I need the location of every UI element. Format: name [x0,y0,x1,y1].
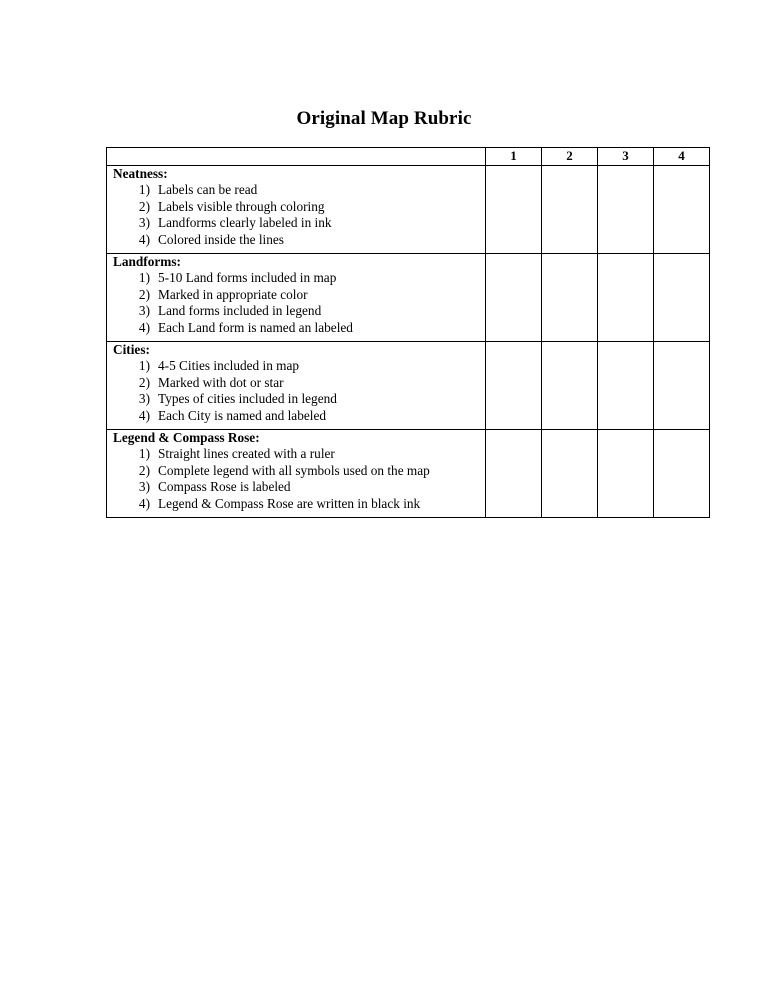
criteria-cell-legend-compass-rose [107,430,486,518]
table-row [107,430,710,518]
item-text: Labels can be read [158,182,258,197]
criteria-list [113,446,485,512]
list-item [113,287,485,304]
score-cell-1[interactable] [486,430,542,518]
table-row [107,254,710,342]
item-number: 4) [138,231,150,247]
score-cell-4[interactable] [654,166,710,254]
list-item [113,303,485,320]
item-number: 1) [138,270,150,285]
score-cell-4[interactable] [654,430,710,518]
score-cell-1[interactable] [486,342,542,430]
score-cell-1[interactable] [486,166,542,254]
item-text: Compass Rose is labeled [158,479,291,495]
item-number: 4) [138,407,150,423]
table-row [107,166,710,254]
list-item [113,375,485,392]
item-number: 2) [138,198,150,214]
item-text: Labels visible through coloring [158,198,325,214]
item-number: 2) [138,286,150,302]
score-cell-3[interactable] [598,166,654,254]
item-number: 1) [138,446,150,461]
item-text: Colored inside the lines [158,231,284,247]
item-number: 1) [138,358,150,373]
score-header-4: 4 [654,148,710,166]
score-header-1: 1 [486,148,542,166]
item-number: 4) [138,319,150,335]
item-text: Legend & Compass Rose are written in black ink [158,495,421,511]
score-cell-3[interactable] [598,342,654,430]
list-item [113,446,485,463]
item-text: Each Land form is named an labeled [158,319,353,335]
list-item [113,270,485,287]
list-item [113,182,485,199]
list-item [113,320,485,337]
item-number: 3) [138,303,150,319]
item-number: 3) [138,215,150,231]
criteria-list [113,182,485,248]
list-item [113,391,485,408]
item-text: Landforms clearly labeled in ink [158,215,332,231]
criteria-cell-landforms [107,254,486,342]
score-cell-2[interactable] [542,342,598,430]
score-header-3: 3 [598,148,654,166]
score-cell-2[interactable] [542,166,598,254]
score-cell-4[interactable] [654,254,710,342]
item-number: 4) [138,495,150,511]
section-title: Legend & Compass Rose: [113,430,260,445]
section-title: Cities: [113,342,150,357]
list-item [113,215,485,232]
list-item [113,199,485,216]
table-header-row [107,148,710,166]
list-item [113,479,485,496]
item-number: 1) [138,182,150,197]
section-title: Landforms: [113,254,181,269]
score-cell-1[interactable] [486,254,542,342]
rubric-table [106,147,710,518]
list-item [113,358,485,375]
criteria-list [113,358,485,424]
list-item [113,463,485,480]
criteria-header-cell [107,148,486,166]
item-text: Marked with dot or star [158,374,284,390]
item-text: Types of cities included in legend [158,391,337,407]
table-row [107,342,710,430]
criteria-cell-neatness [107,166,486,254]
score-header-2: 2 [542,148,598,166]
item-number: 2) [138,462,150,478]
item-text: Land forms included in legend [158,303,322,319]
score-cell-2[interactable] [542,430,598,518]
criteria-cell-cities [107,342,486,430]
list-item [113,408,485,425]
list-item [113,232,485,249]
item-number: 2) [138,374,150,390]
item-text: 5-10 Land forms included in map [158,270,337,285]
page-title: Original Map Rubric [296,108,472,129]
list-item [113,496,485,513]
criteria-list [113,270,485,336]
item-text: 4-5 Cities included in map [158,358,300,373]
section-title: Neatness: [113,166,168,181]
score-cell-2[interactable] [542,254,598,342]
item-number: 3) [138,479,150,495]
item-text: Marked in appropriate color [158,286,308,302]
item-text: Straight lines created with a ruler [158,446,335,461]
score-cell-4[interactable] [654,342,710,430]
score-cell-3[interactable] [598,254,654,342]
item-number: 3) [138,391,150,407]
item-text: Each City is named and labeled [158,407,327,423]
score-cell-3[interactable] [598,430,654,518]
item-text: Complete legend with all symbols used on the map [158,462,430,478]
